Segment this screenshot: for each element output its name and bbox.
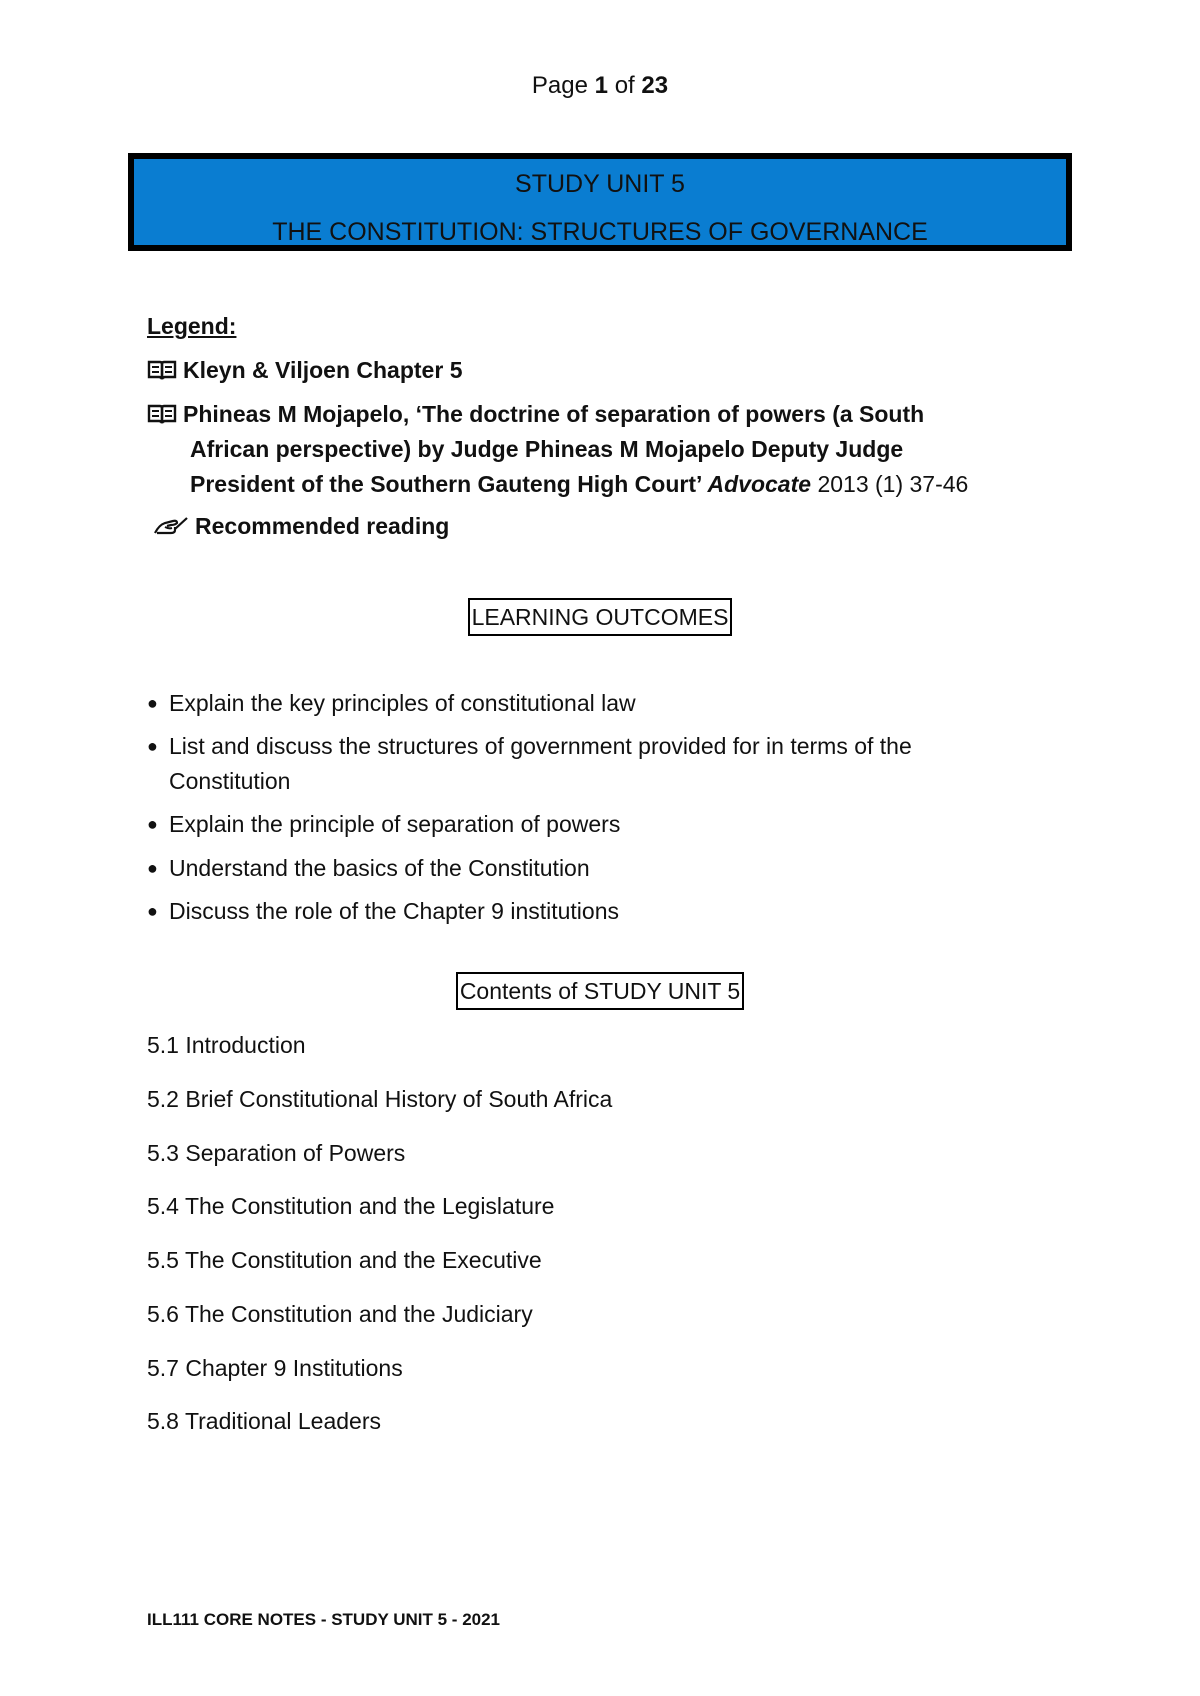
toc-item: 5.5 The Constitution and the Executive bbox=[147, 1247, 542, 1273]
book-icon bbox=[147, 403, 177, 425]
page-number bbox=[0, 72, 1200, 100]
legend-item-textbook bbox=[147, 353, 462, 388]
bullet-icon: ● bbox=[147, 901, 158, 921]
outcome-text: Discuss the role of the Chapter 9 institutions bbox=[169, 898, 620, 924]
title-line-1: STUDY UNIT 5 bbox=[515, 170, 685, 198]
bullet-icon: ● bbox=[147, 736, 158, 756]
toc-item: 5.3 Separation of Powers bbox=[147, 1140, 406, 1166]
outcome-item bbox=[147, 807, 1047, 842]
legend-article-line-1: Phineas M Mojapelo, ‘The doctrine of separation of powers (a South bbox=[183, 401, 925, 427]
footer: ILL111 CORE NOTES - STUDY UNIT 5 - 2021 bbox=[147, 1610, 501, 1629]
legend-item-recommended bbox=[147, 509, 449, 544]
outcome-text-continued: Constitution bbox=[169, 768, 291, 794]
writing-hand-icon bbox=[153, 515, 189, 537]
outcome-text: Explain the key principles of constitutional law bbox=[169, 690, 636, 716]
book-icon bbox=[147, 359, 177, 381]
contents-heading-text: Contents of STUDY UNIT 5 bbox=[456, 972, 744, 1010]
legend-article-line-3 bbox=[147, 467, 1037, 502]
legend-heading: Legend: bbox=[147, 313, 237, 339]
contents-heading bbox=[0, 972, 1200, 1010]
legend-item-recommended-text: Recommended reading bbox=[195, 513, 450, 539]
title-line-2: THE CONSTITUTION: STRUCTURES OF GOVERNANCE bbox=[272, 218, 928, 246]
outcome-item bbox=[147, 686, 1047, 721]
outcome-item bbox=[147, 894, 1047, 929]
bullet-icon: ● bbox=[147, 693, 158, 713]
toc-item: 5.1 Introduction bbox=[147, 1032, 306, 1058]
toc-item: 5.8 Traditional Leaders bbox=[147, 1408, 381, 1434]
toc-item: 5.2 Brief Constitutional History of South Africa bbox=[147, 1086, 613, 1112]
page-prefix: Page bbox=[531, 72, 588, 99]
legend-article-journal: Advocate bbox=[707, 471, 812, 497]
outcome-text: Understand the basics of the Constitution bbox=[169, 855, 590, 881]
page-current: 1 bbox=[594, 72, 609, 99]
learning-outcomes-heading bbox=[0, 598, 1200, 636]
legend-article-line-2: African perspective) by Judge Phineas M Mojapelo Deputy Judge bbox=[190, 436, 904, 462]
learning-outcomes-heading-text: LEARNING OUTCOMES bbox=[468, 598, 733, 636]
title-box bbox=[128, 153, 1072, 251]
page-total: 23 bbox=[641, 72, 669, 99]
page-of: of bbox=[614, 72, 635, 99]
outcome-item bbox=[147, 729, 1047, 799]
toc-item: 5.6 The Constitution and the Judiciary bbox=[147, 1301, 533, 1327]
toc-item: 5.7 Chapter 9 Institutions bbox=[147, 1355, 403, 1381]
legend-item-textbook-text: Kleyn & Viljoen Chapter 5 bbox=[183, 357, 463, 383]
legend-article-line-3-a: President of the Southern Gauteng High Court’ bbox=[190, 471, 702, 497]
toc-item: 5.4 The Constitution and the Legislature bbox=[147, 1193, 555, 1219]
bullet-icon: ● bbox=[147, 814, 158, 834]
outcome-item bbox=[147, 851, 1047, 886]
legend-article-citation: 2013 (1) 37-46 bbox=[817, 471, 969, 497]
outcome-text: Explain the principle of separation of powers bbox=[169, 811, 621, 837]
bullet-icon: ● bbox=[147, 858, 158, 878]
outcome-text: List and discuss the structures of government provided for in terms of the bbox=[169, 733, 912, 759]
legend-item-article bbox=[147, 397, 1037, 502]
